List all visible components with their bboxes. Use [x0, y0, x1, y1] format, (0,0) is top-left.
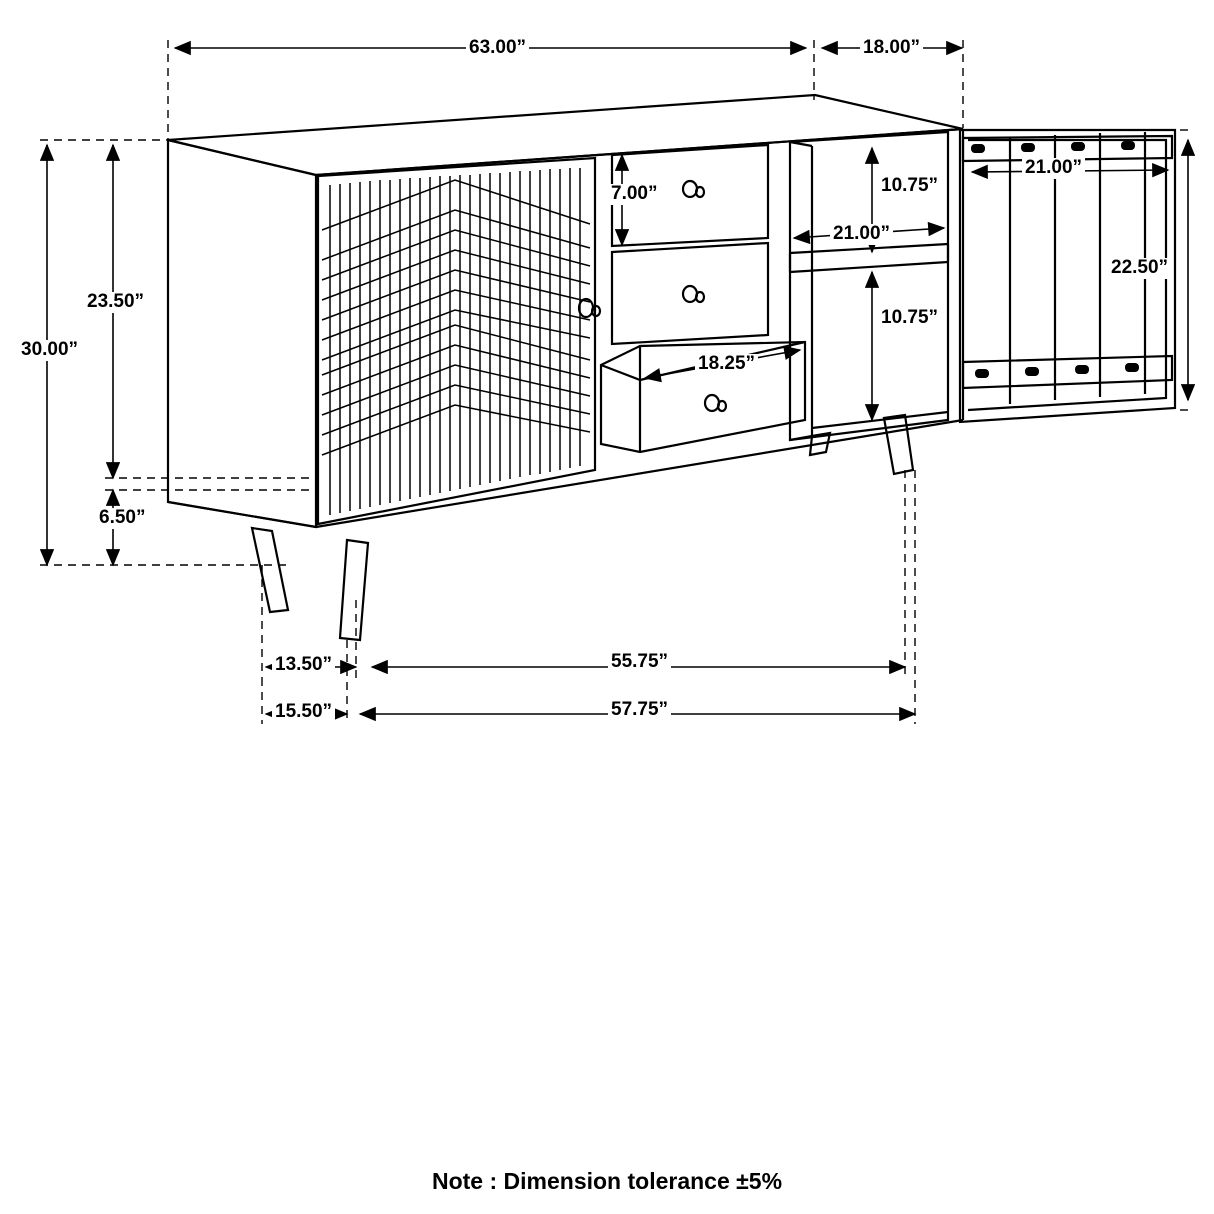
- dimension-label-door-panel-height: 22.50”: [1108, 258, 1171, 279]
- dimension-label-bottom-depth: 15.50”: [272, 702, 335, 723]
- dimension-label-top-drawer-height: 7.00”: [608, 184, 660, 205]
- dimension-label-overall-width: 63.00”: [466, 38, 529, 59]
- tolerance-note: Note : Dimension tolerance ±5%: [431, 1168, 783, 1194]
- dimension-label-upper-opening: 10.75”: [878, 176, 941, 197]
- dimension-label-inner-leg-span: 55.75”: [608, 652, 671, 673]
- dimension-label-overall-height: 30.00”: [18, 340, 81, 361]
- dimension-label-leg-height: 6.50”: [96, 508, 148, 529]
- dimension-label-lower-opening: 10.75”: [878, 308, 941, 329]
- dimension-label-open-door-width: 18.00”: [860, 38, 923, 59]
- dimension-label-cabinet-height: 23.50”: [84, 292, 147, 313]
- dimension-label-bottom-drawer-width: 18.25”: [695, 354, 758, 375]
- dimension-label-door-panel-width: 21.00”: [1022, 158, 1085, 179]
- dimension-label-outer-leg-span: 57.75”: [608, 700, 671, 721]
- dimension-label-top-depth: 13.50”: [272, 655, 335, 676]
- dimension-label-shelf-depth: 21.00”: [830, 224, 893, 245]
